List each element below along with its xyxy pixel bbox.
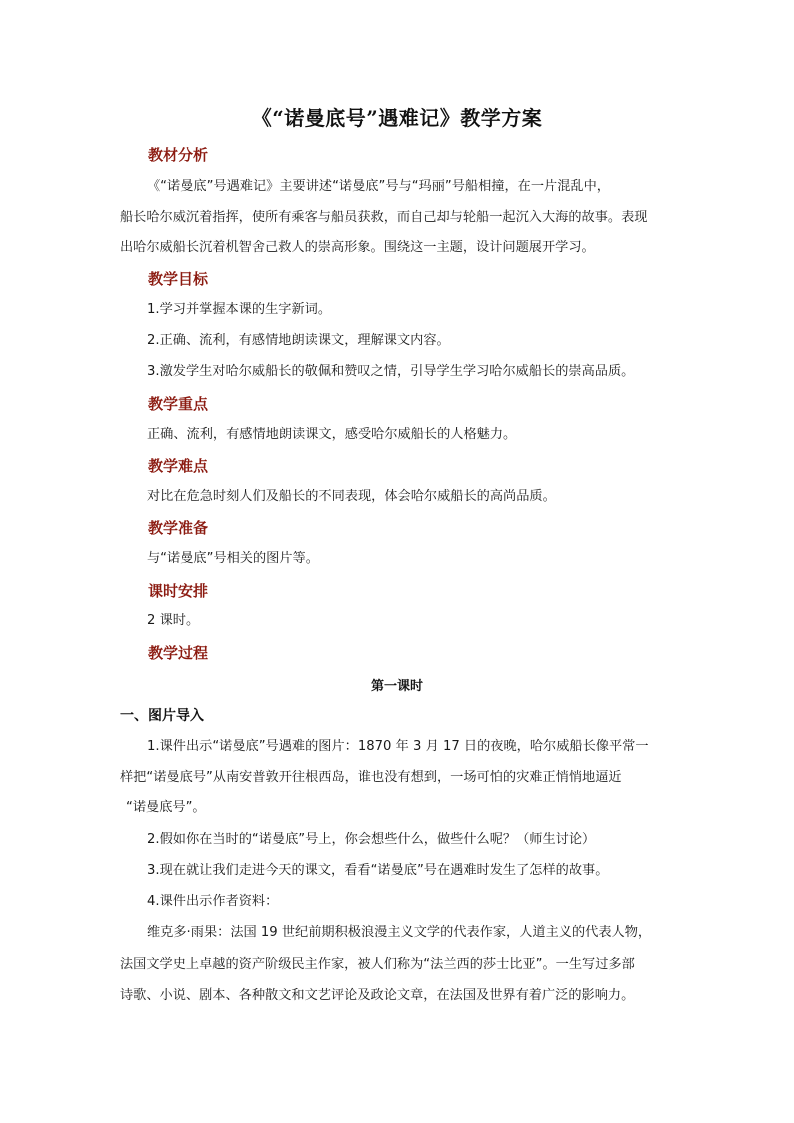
objective-item-2: 2.正确、流利，有感情地朗读课文，理解课文内容。 xyxy=(147,333,450,348)
heading-key-points: 教学重点 xyxy=(148,395,209,413)
analysis-line-1: 《“诺曼底”号遇难记》主要讲述“诺曼底”号与“玛丽”号船相撞，在一片混乱中， xyxy=(147,179,610,194)
heading-objectives: 教学目标 xyxy=(148,270,209,288)
process-item-3: 3.现在就让我们走进今天的课文，看看“诺曼底”号在遇难时发生了怎样的故事。 xyxy=(147,863,609,878)
heading-schedule: 课时安排 xyxy=(148,582,209,600)
heading-difficulties: 教学难点 xyxy=(148,457,209,475)
document-title: 《“诺曼底号”遇难记》教学方案 xyxy=(251,106,543,130)
key-points-text: 正确、流利，有感情地朗读课文，感受哈尔威船长的人格魅力。 xyxy=(147,427,517,442)
schedule-text: 2 课时。 xyxy=(147,613,200,628)
objective-item-3: 3.激发学生对哈尔威船长的敬佩和赞叹之情，引导学生学习哈尔威船长的崇高品质。 xyxy=(147,364,635,379)
author-line-3: 诗歌、小说、剧本、各种散文和文艺评论及政论文章，在法国及世界有着广泛的影响力。 xyxy=(120,988,635,1003)
objective-item-1: 1.学习并掌握本课的生字新词。 xyxy=(147,302,332,317)
process-item-2: 2.假如你在当时的“诺曼底”号上，你会想些什么，做些什么呢？（师生讨论） xyxy=(147,832,596,847)
author-line-1: 维克多·雨果：法国 19 世纪前期积极浪漫主义文学的代表作家，人道主义的代表人物， xyxy=(147,925,652,940)
process-item-1-line-2: 样把“诺曼底号”从南安普敦开往根西岛，谁也没有想到，一场可怕的灾难正悄悄地逼近 xyxy=(120,770,622,785)
difficulties-text: 对比在危急时刻人们及船长的不同表现，体会哈尔威船长的高尚品质。 xyxy=(147,489,556,504)
lesson-title: 第一课时 xyxy=(370,679,423,694)
analysis-line-3: 出哈尔威船长沉着机智舍己救人的崇高形象。围绕这一主题，设计问题展开学习。 xyxy=(120,240,595,255)
analysis-line-2: 船长哈尔威沉着指挥，使所有乘客与船员获救，而自己却与轮船一起沉入大海的故事。表现 xyxy=(120,210,648,225)
heading-analysis: 教材分析 xyxy=(148,146,209,164)
section-title-picture-intro: 一、图片导入 xyxy=(120,708,204,724)
process-item-1-line-1: 1.课件出示“诺曼底”号遇难的图片：1870 年 3 月 17 日的夜晚，哈尔威船长像平常一 xyxy=(147,739,649,754)
heading-process: 教学过程 xyxy=(148,644,209,662)
author-line-2: 法国文学史上卓越的资产阶级民主作家，被人们称为“法兰西的莎士比亚”。一生写过多部 xyxy=(120,957,635,972)
process-item-1-line-3: “诺曼底号”。 xyxy=(126,800,206,815)
process-item-4: 4.课件出示作者资料： xyxy=(147,894,279,909)
heading-preparation: 教学准备 xyxy=(148,519,209,537)
preparation-text: 与“诺曼底”号相关的图片等。 xyxy=(147,551,319,566)
